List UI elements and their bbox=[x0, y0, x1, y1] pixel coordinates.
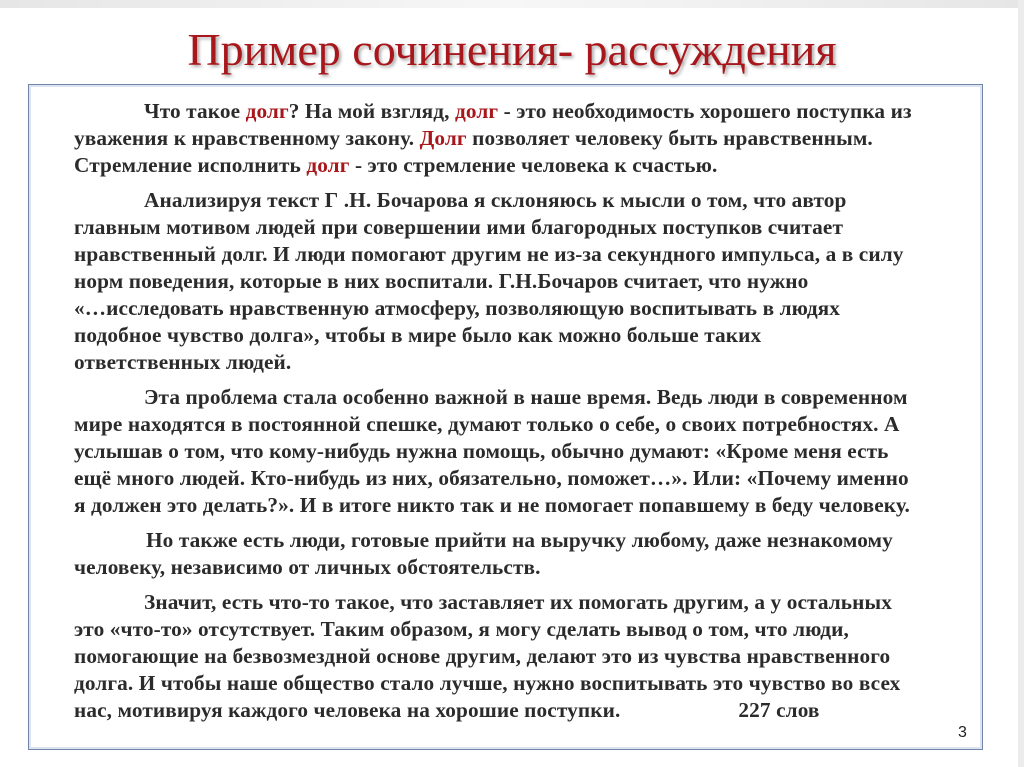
essay-line: подобное чувство долга», чтобы в мире было как можно больше таких bbox=[74, 323, 762, 347]
essay-line: помогающие на безвозмездной основе другим, делают это из чувства нравственного bbox=[74, 644, 891, 668]
top-decor-strip bbox=[0, 0, 1024, 8]
essay-line: человеку, независимо от личных обстоятельств. bbox=[74, 555, 541, 579]
essay-paragraph-5 bbox=[74, 589, 974, 724]
essay-line: это «что-то» отсутствует. Таким образом, я могу сделать вывод о том, что люди, bbox=[74, 617, 849, 641]
essay-line: ещё много людей. Кто-нибудь из них, обязательно, поможет…». Или: «Почему именно bbox=[74, 466, 909, 490]
essay-line: Что такое долг? На мой взгляд, долг - это необходимость хорошего поступка из bbox=[144, 99, 912, 123]
essay-line: долга. И чтобы наше общество стало лучше, нужно воспитывать это чувство во всех bbox=[74, 671, 901, 695]
keyword-dolg: Долг bbox=[419, 126, 467, 150]
keyword-dolg: долг bbox=[454, 99, 499, 123]
essay-line: нравственный долг. И люди помогают другим не из-за секундного импульса, а в силу bbox=[74, 242, 904, 266]
keyword-dolg: долг bbox=[245, 99, 289, 123]
essay-line: Но также есть люди, готовые прийти на выручку любому, даже незнакомому bbox=[146, 528, 893, 552]
right-decor-strip bbox=[1018, 0, 1024, 767]
essay-line: Эта проблема стала особенно важной в наше время. Ведь люди в современном bbox=[144, 385, 908, 409]
essay-line: «…исследовать нравственную атмосферу, позволяющую воспитывать в людях bbox=[74, 296, 841, 320]
essay-line: ответственных людей. bbox=[74, 350, 292, 374]
essay-text bbox=[74, 98, 974, 732]
essay-line: норм поведения, которые в них воспитали. Г.Н.Бочаров считает, что нужно bbox=[74, 269, 809, 293]
essay-paragraph-1 bbox=[74, 98, 974, 179]
essay-paragraph-3 bbox=[74, 384, 974, 519]
essay-line: Значит, есть что-то такое, что заставляет их помогать другим, а у остальных bbox=[144, 590, 893, 614]
page-number: 3 bbox=[958, 724, 967, 741]
essay-line: услышав о том, что кому-нибудь нужна помощь, обычно думают: «Кроме меня есть bbox=[74, 439, 889, 463]
essay-line: уважения к нравственному закону. Долг позволяет человеку быть нравственным. bbox=[74, 126, 873, 150]
essay-line: мире находятся в постоянной спешке, думают только о себе, о своих потребностях. А bbox=[74, 412, 900, 436]
essay-paragraph-2 bbox=[74, 187, 974, 376]
essay-line: я должен это делать?». И в итоге никто так и не помогает попавшему в беду человеку. bbox=[74, 493, 910, 517]
essay-line: главным мотивом людей при совершении ими благородных поступков считает bbox=[74, 215, 844, 239]
essay-line: Стремление исполнить долг - это стремление человека к счастью. bbox=[74, 153, 718, 177]
keyword-dolg: долг bbox=[306, 153, 350, 177]
essay-paragraph-4 bbox=[74, 527, 974, 581]
essay-line: Анализируя текст Г .Н. Бочарова я склоняюсь к мысли о том, что автор bbox=[144, 188, 847, 212]
slide-title: Пример сочинения- рассуждения bbox=[187, 24, 837, 75]
essay-line: нас, мотивируя каждого человека на хорошие поступки. 227 слов bbox=[74, 698, 820, 722]
word-count: 227 слов bbox=[738, 698, 820, 722]
